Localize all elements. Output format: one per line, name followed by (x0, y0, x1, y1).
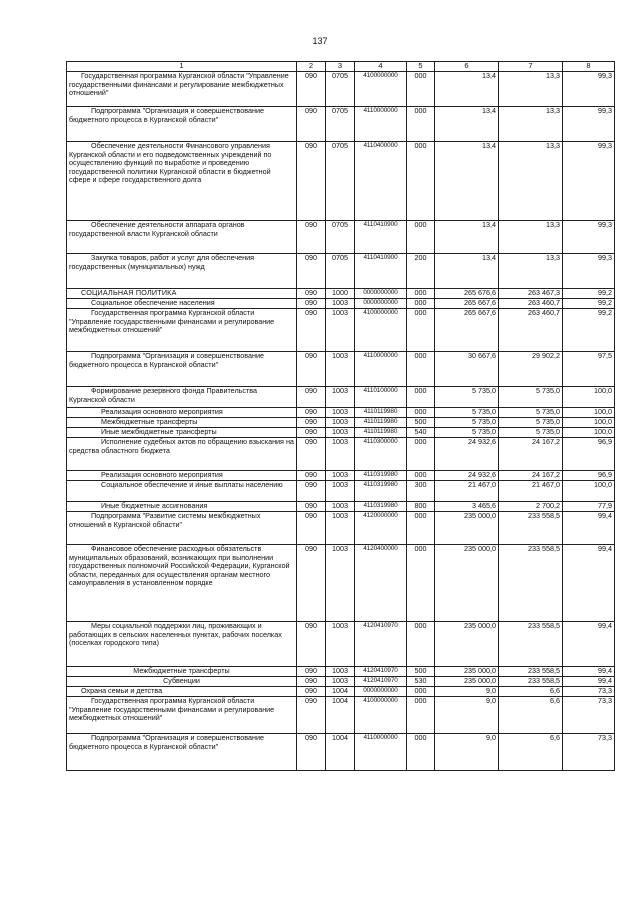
row-expense-type: 000 (407, 289, 435, 299)
row-planned: 9,0 (435, 697, 499, 734)
row-executed: 6,6 (499, 697, 563, 734)
table-row (67, 221, 615, 254)
row-expense-type: 500 (407, 667, 435, 677)
row-section: 0705 (326, 107, 355, 142)
row-planned: 5 735,0 (435, 387, 499, 408)
table-row (67, 667, 615, 677)
row-executed: 24 167,2 (499, 438, 563, 471)
budget-table (66, 61, 615, 771)
row-executed: 233 558,5 (499, 545, 563, 622)
row-grbs: 090 (297, 481, 326, 502)
row-target-article: 4100000000 (355, 309, 407, 352)
row-executed: 29 902,2 (499, 352, 563, 387)
row-target-article: 0000000000 (355, 687, 407, 697)
row-percent: 99,3 (563, 221, 615, 254)
row-grbs: 090 (297, 545, 326, 622)
row-percent: 99,3 (563, 107, 615, 142)
row-percent: 100,0 (563, 428, 615, 438)
table-row (67, 387, 615, 408)
row-name: Финансовое обеспечение расходных обязательств муниципальных образований, возникающих при выполнении государственных полномочий Российской Федерации, Курганской области, переданных для осуществления органам местного самоуправления в установленном порядке (67, 545, 297, 622)
row-grbs: 090 (297, 254, 326, 289)
row-planned: 235 000,0 (435, 512, 499, 545)
table-row (67, 622, 615, 667)
row-expense-type: 000 (407, 687, 435, 697)
row-percent: 100,0 (563, 387, 615, 408)
row-target-article: 0000000000 (355, 299, 407, 309)
row-section: 1003 (326, 352, 355, 387)
row-percent: 96,9 (563, 438, 615, 471)
row-name: Подпрограмма "Развитие системы межбюджетных отношений в Курганской области" (67, 512, 297, 545)
row-executed: 13,3 (499, 254, 563, 289)
row-grbs: 090 (297, 107, 326, 142)
row-name: Субвенции (67, 677, 297, 687)
row-executed: 5 735,0 (499, 428, 563, 438)
row-executed: 13,3 (499, 221, 563, 254)
row-executed: 233 558,5 (499, 677, 563, 687)
table-row (67, 408, 615, 418)
row-planned: 235 000,0 (435, 667, 499, 677)
row-executed: 24 167,2 (499, 471, 563, 481)
row-expense-type: 000 (407, 438, 435, 471)
row-executed: 263 460,7 (499, 299, 563, 309)
row-target-article: 4110000000 (355, 352, 407, 387)
row-name: Исполнение судебных актов по обращению взыскания на средства областного бюджета (67, 438, 297, 471)
row-section: 1003 (326, 408, 355, 418)
row-name: Обеспечение деятельности Финансового управления Курганской области и его подведомственных учреждений по осуществлению функций по выработке и проведению государственной политики Курганской области в бюджетной сфере и сфере государственного долга (67, 142, 297, 221)
page-number: 137 (312, 36, 328, 46)
header-cell: 6 (435, 62, 499, 72)
row-section: 0705 (326, 142, 355, 221)
row-expense-type: 000 (407, 545, 435, 622)
row-expense-type: 000 (407, 221, 435, 254)
row-expense-type: 000 (407, 309, 435, 352)
row-expense-type: 000 (407, 299, 435, 309)
table-row (67, 734, 615, 771)
row-name: СОЦИАЛЬНАЯ ПОЛИТИКА (67, 289, 297, 299)
row-grbs: 090 (297, 142, 326, 221)
row-grbs: 090 (297, 299, 326, 309)
table-row (67, 418, 615, 428)
row-expense-type: 200 (407, 254, 435, 289)
table-row (67, 471, 615, 481)
row-section: 1003 (326, 677, 355, 687)
row-section: 0705 (326, 72, 355, 107)
row-planned: 265 676,6 (435, 289, 499, 299)
row-section: 1004 (326, 734, 355, 771)
row-expense-type: 000 (407, 107, 435, 142)
row-name: Закупка товаров, работ и услуг для обеспечения государственных (муниципальных) нужд (67, 254, 297, 289)
row-section: 1003 (326, 512, 355, 545)
row-name: Обеспечение деятельности аппарата органов государственной власти Курганской области (67, 221, 297, 254)
row-target-article: 4110000000 (355, 107, 407, 142)
row-section: 1003 (326, 471, 355, 481)
row-planned: 265 667,6 (435, 309, 499, 352)
row-executed: 233 558,5 (499, 622, 563, 667)
row-name: Межбюджетные трансферты (67, 418, 297, 428)
table-row (67, 677, 615, 687)
row-percent: 97,5 (563, 352, 615, 387)
row-target-article: 4110410900 (355, 221, 407, 254)
row-name: Социальное обеспечение и иные выплаты населению (67, 481, 297, 502)
row-planned: 5 735,0 (435, 408, 499, 418)
row-grbs: 090 (297, 352, 326, 387)
row-section: 1003 (326, 545, 355, 622)
row-grbs: 090 (297, 387, 326, 408)
row-target-article: 4110319980 (355, 471, 407, 481)
row-percent: 73,3 (563, 687, 615, 697)
table-row (67, 481, 615, 502)
header-row (67, 62, 615, 72)
table-row (67, 289, 615, 299)
row-percent: 99,2 (563, 289, 615, 299)
row-expense-type: 000 (407, 512, 435, 545)
row-percent: 100,0 (563, 408, 615, 418)
row-planned: 24 932,6 (435, 471, 499, 481)
row-percent: 99,4 (563, 667, 615, 677)
row-planned: 5 735,0 (435, 418, 499, 428)
row-section: 0705 (326, 254, 355, 289)
row-target-article: 4120410970 (355, 677, 407, 687)
row-target-article: 4110400000 (355, 142, 407, 221)
row-planned: 235 000,0 (435, 677, 499, 687)
row-planned: 13,4 (435, 254, 499, 289)
row-percent: 100,0 (563, 418, 615, 428)
row-name: Социальное обеспечение населения (67, 299, 297, 309)
row-expense-type: 000 (407, 142, 435, 221)
row-section: 0705 (326, 221, 355, 254)
table-row (67, 107, 615, 142)
row-section: 1003 (326, 387, 355, 408)
row-executed: 2 700,2 (499, 502, 563, 512)
row-section: 1003 (326, 438, 355, 471)
row-expense-type: 530 (407, 677, 435, 687)
row-expense-type: 300 (407, 481, 435, 502)
row-executed: 5 735,0 (499, 418, 563, 428)
row-grbs: 090 (297, 309, 326, 352)
row-name: Реализация основного мероприятия (67, 408, 297, 418)
row-planned: 3 465,6 (435, 502, 499, 512)
row-expense-type: 000 (407, 408, 435, 418)
row-target-article: 4120410970 (355, 622, 407, 667)
table-row (67, 254, 615, 289)
row-percent: 99,3 (563, 72, 615, 107)
row-section: 1003 (326, 418, 355, 428)
row-grbs: 090 (297, 667, 326, 677)
row-name: Государственная программа Курганской области "Управление государственными финансами и регулирование межбюджетных отношений" (67, 697, 297, 734)
header-cell: 7 (499, 62, 563, 72)
row-grbs: 090 (297, 697, 326, 734)
table-row (67, 299, 615, 309)
row-target-article: 4120410970 (355, 667, 407, 677)
row-section: 1003 (326, 622, 355, 667)
row-executed: 13,3 (499, 72, 563, 107)
row-section: 1003 (326, 428, 355, 438)
row-grbs: 090 (297, 72, 326, 107)
row-grbs: 090 (297, 428, 326, 438)
row-expense-type: 000 (407, 352, 435, 387)
row-percent: 99,2 (563, 299, 615, 309)
row-expense-type: 800 (407, 502, 435, 512)
row-target-article: 4110410900 (355, 254, 407, 289)
row-target-article: 4110119980 (355, 408, 407, 418)
header-cell: 1 (67, 62, 297, 72)
row-percent: 99,2 (563, 309, 615, 352)
table-row (67, 512, 615, 545)
header-cell: 4 (355, 62, 407, 72)
row-expense-type: 000 (407, 697, 435, 734)
row-section: 1003 (326, 299, 355, 309)
row-grbs: 090 (297, 502, 326, 512)
row-percent: 96,9 (563, 471, 615, 481)
row-executed: 233 558,5 (499, 512, 563, 545)
row-planned: 235 000,0 (435, 622, 499, 667)
row-grbs: 090 (297, 622, 326, 667)
row-name: Меры социальной поддержки лиц, проживающих и работающих в сельских населенных пунктах, рабочих поселках (поселках городского типа) (67, 622, 297, 667)
row-expense-type: 000 (407, 734, 435, 771)
row-name: Межбюджетные трансферты (67, 667, 297, 677)
row-target-article: 4110319980 (355, 502, 407, 512)
row-grbs: 090 (297, 221, 326, 254)
row-target-article: 4100000000 (355, 697, 407, 734)
row-name: Иные межбюджетные трансферты (67, 428, 297, 438)
row-target-article: 4110119980 (355, 428, 407, 438)
table-row (67, 502, 615, 512)
row-grbs: 090 (297, 687, 326, 697)
row-name: Государственная программа Курганской области "Управление государственными финансами и регулирование межбюджетных отношений" (67, 72, 297, 107)
row-planned: 5 735,0 (435, 428, 499, 438)
row-planned: 13,4 (435, 221, 499, 254)
row-expense-type: 540 (407, 428, 435, 438)
row-percent: 73,3 (563, 734, 615, 771)
row-grbs: 090 (297, 408, 326, 418)
row-expense-type: 500 (407, 418, 435, 428)
row-grbs: 090 (297, 438, 326, 471)
row-target-article: 4110300000 (355, 438, 407, 471)
table-row (67, 309, 615, 352)
table-row (67, 697, 615, 734)
table-row (67, 438, 615, 471)
row-planned: 13,4 (435, 72, 499, 107)
header-cell: 8 (563, 62, 615, 72)
row-name: Подпрограмма "Организация и совершенствование бюджетного процесса в Курганской области" (67, 107, 297, 142)
row-grbs: 090 (297, 418, 326, 428)
table-row (67, 72, 615, 107)
row-name: Охрана семьи и детства (67, 687, 297, 697)
row-executed: 5 735,0 (499, 387, 563, 408)
row-name: Государственная программа Курганской области "Управление государственными финансами и регулирование межбюджетных отношений" (67, 309, 297, 352)
row-target-article: 4120400000 (355, 545, 407, 622)
row-section: 1004 (326, 697, 355, 734)
row-percent: 99,3 (563, 254, 615, 289)
row-planned: 24 932,6 (435, 438, 499, 471)
header-cell: 2 (297, 62, 326, 72)
row-executed: 263 467,3 (499, 289, 563, 299)
row-executed: 233 558,5 (499, 667, 563, 677)
row-grbs: 090 (297, 734, 326, 771)
row-name: Формирование резервного фонда Правительства Курганской области (67, 387, 297, 408)
table-row (67, 142, 615, 221)
row-executed: 21 467,0 (499, 481, 563, 502)
row-planned: 13,4 (435, 142, 499, 221)
row-expense-type: 000 (407, 387, 435, 408)
row-grbs: 090 (297, 512, 326, 545)
row-section: 1000 (326, 289, 355, 299)
row-percent: 99,3 (563, 142, 615, 221)
header-cell: 3 (326, 62, 355, 72)
row-section: 1003 (326, 481, 355, 502)
row-expense-type: 000 (407, 471, 435, 481)
row-name: Подпрограмма "Организация и совершенствование бюджетного процесса в Курганской области" (67, 352, 297, 387)
row-target-article: 0000000000 (355, 289, 407, 299)
row-percent: 99,4 (563, 677, 615, 687)
table-row (67, 428, 615, 438)
row-target-article: 4110100000 (355, 387, 407, 408)
table-row (67, 687, 615, 697)
row-planned: 13,4 (435, 107, 499, 142)
row-planned: 21 467,0 (435, 481, 499, 502)
row-target-article: 4110000000 (355, 734, 407, 771)
row-grbs: 090 (297, 677, 326, 687)
row-percent: 100,0 (563, 481, 615, 502)
row-target-article: 4110119980 (355, 418, 407, 428)
row-grbs: 090 (297, 289, 326, 299)
row-planned: 30 667,6 (435, 352, 499, 387)
row-percent: 99,4 (563, 512, 615, 545)
row-percent: 99,4 (563, 622, 615, 667)
row-name: Реализация основного мероприятия (67, 471, 297, 481)
row-planned: 265 667,6 (435, 299, 499, 309)
row-percent: 73,3 (563, 697, 615, 734)
row-planned: 235 000,0 (435, 545, 499, 622)
row-percent: 77,9 (563, 502, 615, 512)
row-section: 1003 (326, 309, 355, 352)
row-target-article: 4110319980 (355, 481, 407, 502)
row-executed: 6,6 (499, 734, 563, 771)
row-planned: 9,0 (435, 734, 499, 771)
table-row (67, 352, 615, 387)
row-target-article: 4100000000 (355, 72, 407, 107)
row-section: 1004 (326, 687, 355, 697)
row-executed: 263 460,7 (499, 309, 563, 352)
row-expense-type: 000 (407, 72, 435, 107)
row-executed: 6,6 (499, 687, 563, 697)
row-grbs: 090 (297, 471, 326, 481)
row-expense-type: 000 (407, 622, 435, 667)
row-name: Подпрограмма "Организация и совершенствование бюджетного процесса в Курганской области" (67, 734, 297, 771)
row-name: Иные бюджетные ассигнования (67, 502, 297, 512)
row-section: 1003 (326, 502, 355, 512)
row-executed: 5 735,0 (499, 408, 563, 418)
row-target-article: 4120000000 (355, 512, 407, 545)
row-percent: 99,4 (563, 545, 615, 622)
row-planned: 9,0 (435, 687, 499, 697)
table-row (67, 545, 615, 622)
row-executed: 13,3 (499, 142, 563, 221)
row-executed: 13,3 (499, 107, 563, 142)
row-section: 1003 (326, 667, 355, 677)
header-cell: 5 (407, 62, 435, 72)
